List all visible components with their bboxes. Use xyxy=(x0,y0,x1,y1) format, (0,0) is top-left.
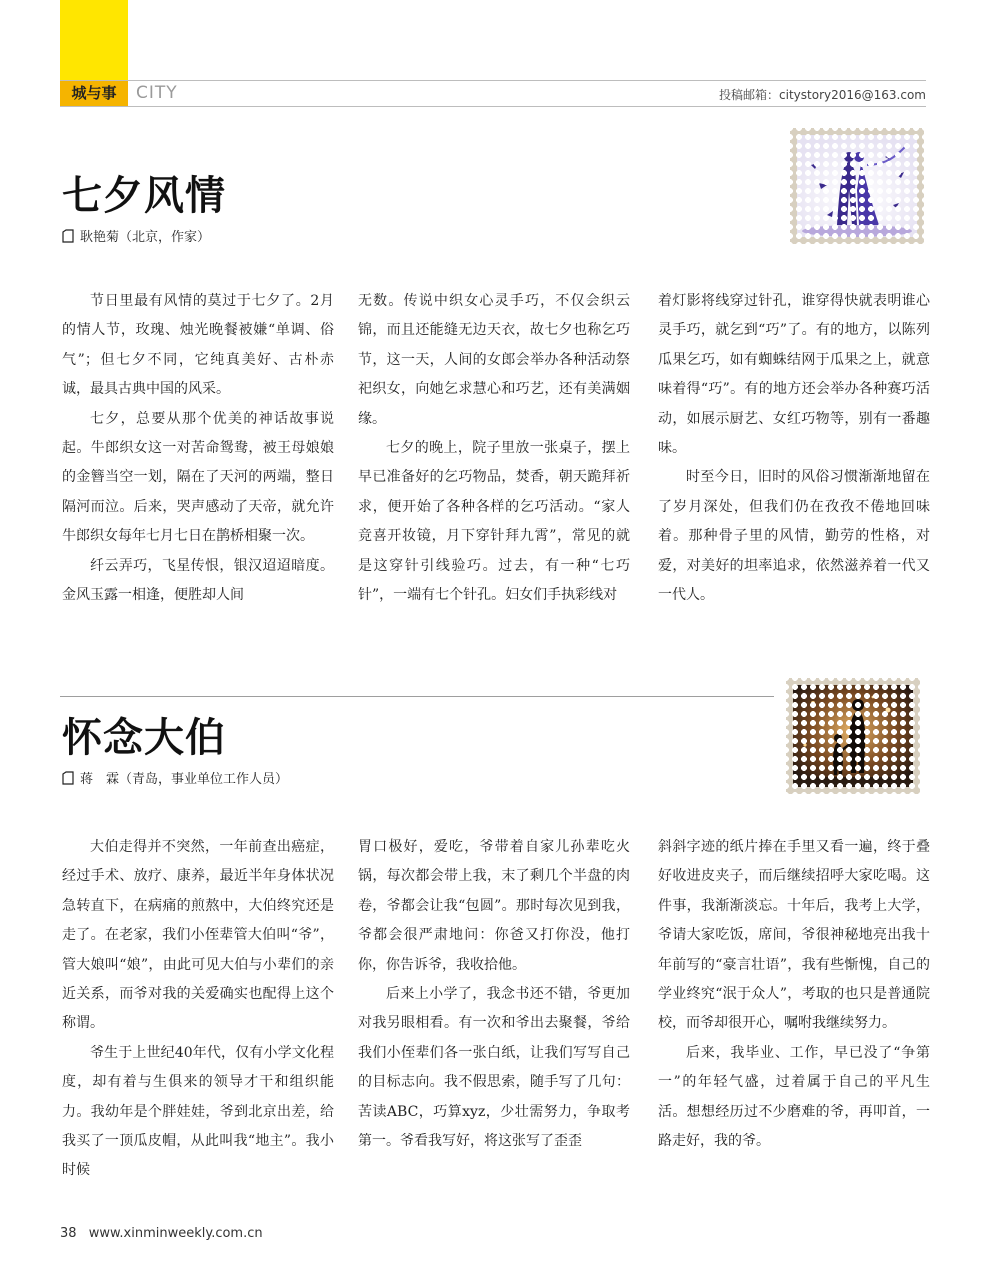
header-rule-bottom xyxy=(60,106,926,107)
paragraph: 着灯影将线穿过针孔，谁穿得快就表明谁心灵手巧，就乞到“巧”了。有的地方，以陈列瓜果乞巧，如有蜘蛛结网于瓜果之上，就意味着得“巧”。有的地方还会举办各种赛巧活动，如展示厨艺、女红巧物等，别有一番趣味。 xyxy=(658,293,930,457)
paragraph: 斜斜字迹的纸片捧在手里又看一遍，终于叠好收进皮夹子，而后继续招呼大家吃喝。这件事，我渐渐淡忘。十年后，我考上大学，爷请大家吃饭，席间，爷很神秘地亮出我十年前写的“豪言壮语”，我有些惭愧，自己的学业终究“泯于众人”，考取的也只是普通院校，而爷却很开心，嘱咐我继续努力。 xyxy=(658,839,930,1032)
paragraph: 纤云弄巧，飞星传恨，银汉迢迢暗度。金风玉露一相逢，便胜却人间 xyxy=(62,557,334,604)
article1-byline xyxy=(62,226,210,245)
paragraph: 胃口极好，爱吃，爷带着自家儿孙辈吃火锅，每次都会带上我，末了剩几个半盘的肉卷，爷都会让我“包圆”。那时每次见到我，爷都会很严肃地问：你爸又打你没，他打你，你告诉爷，我收拾他。 xyxy=(358,839,630,973)
article-divider xyxy=(60,696,774,697)
paragraph: 无数。传说中织女心灵手巧，不仅会织云锦，而且还能缝无边天衣，故七夕也称乞巧节，这一天，人间的女郎会举办各种活动祭祀织女，向她乞求慧心和巧艺，还有美满姻缘。 xyxy=(358,293,630,427)
paragraph: 爷生于上世纪40年代，仅有小学文化程度，却有着与生俱来的领导才干和组织能力。我幼年是个胖娃娃，爷到北京出差，给我买了一顶瓜皮帽，从此叫我“地主”。我小时候 xyxy=(62,1044,334,1179)
article1-column-3 xyxy=(658,287,930,610)
header-color-tab xyxy=(60,0,128,80)
section-english-label: CITY xyxy=(136,83,178,103)
paragraph: 大伯走得并不突然，一年前查出癌症，经过手术、放疗、康养，最近半年身体状况急转直下，在病痛的煎熬中，大伯终究还是走了。在老家，我们小侄辈管大伯叫“爷”，管大娘叫“娘”，由此可见大伯与小辈们的亲近关系，而爷对我的关爱确实也配得上这个称谓。 xyxy=(62,839,334,1032)
author-page-icon xyxy=(62,771,74,785)
paragraph: 后来上小学了，我念书还不错，爷更加对我另眼相看。有一次和爷出去聚餐，爷给我们小侄辈们各一张白纸，让我们写写自己的目标志向。我不假思索，随手写了几句：苦读ABC，巧算xyz，少壮需努力，争取考第一。爷看我写好，将这张写了歪歪 xyxy=(358,986,630,1150)
paragraph: 七夕的晚上，院子里放一张桌子，摆上早已准备好的乞巧物品，焚香，朝天跪拜祈求，便开始了各种各样的乞巧活动。“家人竞喜开妆镜，月下穿针拜九霄”，常见的就是这穿针引线验巧。过去，有一种“七巧针”，一端有七个针孔。妇女们手执彩线对 xyxy=(358,440,630,604)
article2-column-1 xyxy=(62,833,334,1186)
paragraph: 七夕，总要从那个优美的神话故事说起。牛郎织女这一对苦命鸳鸯，被王母娘娘的金簪当空一划，隔在了天河的两端，整日隔河而泣。后来，哭声感动了天帝，就允许牛郎织女每年七月七日在鹊桥相聚一次。 xyxy=(62,410,334,545)
article1-stamp-image xyxy=(790,128,924,244)
header-rule-top xyxy=(60,80,926,81)
article2-author: 蒋 霖（青岛，事业单位工作人员） xyxy=(80,772,289,787)
author-page-icon xyxy=(62,229,74,243)
footer-website[interactable]: www.xinminweekly.com.cn xyxy=(88,1226,263,1241)
article1-column-2 xyxy=(358,287,630,610)
paragraph: 后来，我毕业、工作，早已没了“争第一”的年轻气盛，过着属于自己的平凡生活。想想经历过不少磨难的爷，再叩首，一路走好，我的爷。 xyxy=(658,1044,930,1150)
article1-author: 耿艳菊（北京，作家） xyxy=(80,230,211,245)
section-badge: 城与事 xyxy=(60,81,128,106)
father-child-silhouette-icon xyxy=(793,685,913,787)
paragraph: 时至今日，旧时的风俗习惯渐渐地留在了岁月深处，但我们仍在孜孜不倦地回味着。那种骨子里的风情，勤劳的性格，对爱，对美好的坦率追求，依然滋养着一代又一代人。 xyxy=(658,469,930,604)
article2-byline xyxy=(62,768,288,787)
page-footer xyxy=(60,1226,263,1241)
page-number: 38 xyxy=(60,1226,77,1241)
article2-title: 怀念大伯 xyxy=(62,714,226,761)
article2-stamp-image xyxy=(786,678,920,794)
article2-column-3 xyxy=(658,833,930,1156)
article1-column-1 xyxy=(62,287,334,610)
submission-email: 投稿邮箱：citystory2016@163.com xyxy=(719,88,926,102)
lovers-silhouette-icon xyxy=(797,135,917,237)
paragraph: 节日里最有风情的莫过于七夕了。2月的情人节，玫瑰、烛光晚餐被嫌“单调、俗气”；但七夕不同，它纯真美好、古朴赤诚，最具古典中国的风采。 xyxy=(62,293,334,398)
article2-column-2 xyxy=(358,833,630,1156)
article1-title: 七夕风情 xyxy=(62,172,226,219)
